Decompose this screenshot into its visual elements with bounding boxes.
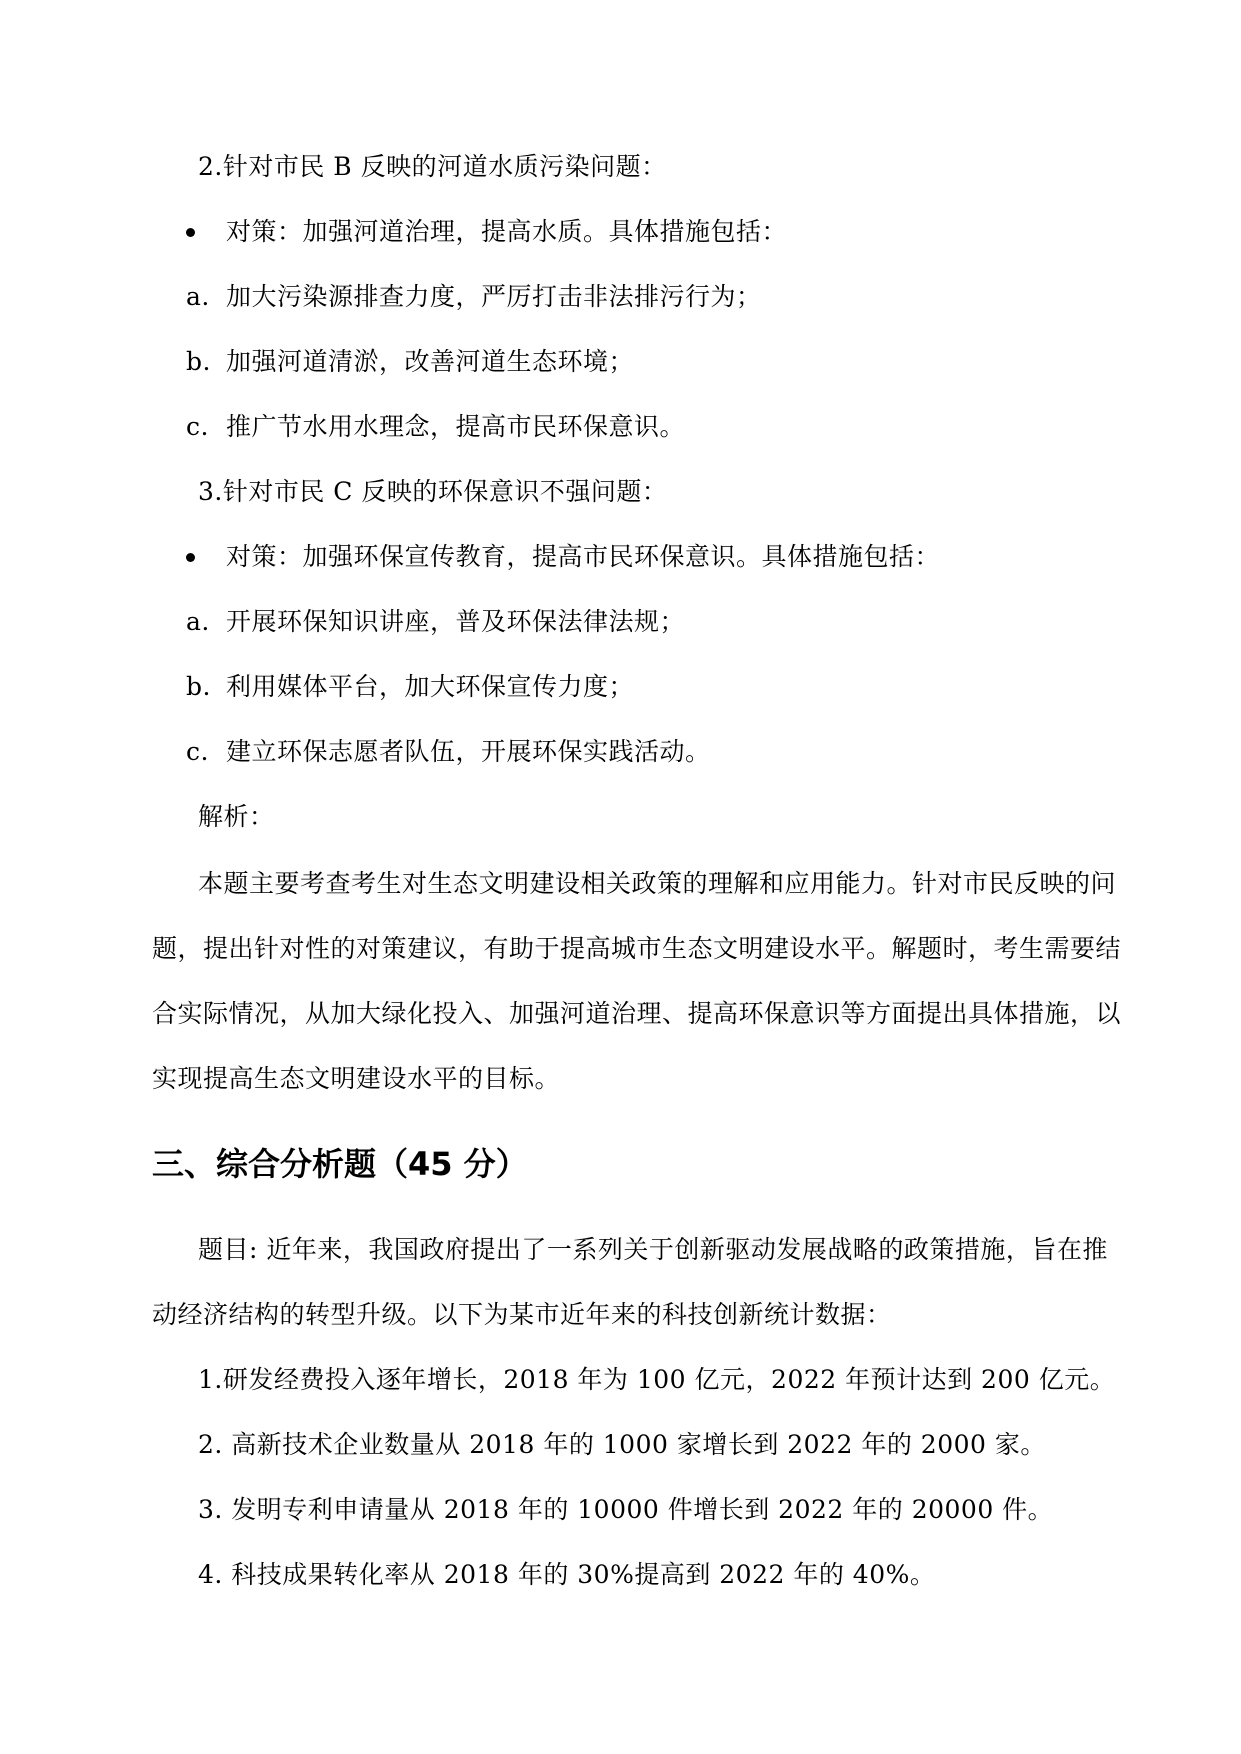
sub-marker: a. [186, 607, 210, 636]
stat-item-3: 3. 发明专利申请量从 2018 年的 10000 件增长到 2022 年的 20000 件。 [198, 1495, 1054, 1524]
analysis-line: 题，提出针对性的对策建议，有助于提高城市生态文明建设水平。解题时，考生需要结 [152, 934, 1122, 963]
item-3-bullet-text: 对策：加强环保宣传教育，提高市民环保意识。具体措施包括： [226, 542, 941, 571]
item-2-bullet [186, 216, 1086, 248]
sub-text: 利用媒体平台，加大环保宣传力度； [226, 672, 635, 701]
item-3-sub-c [186, 736, 1086, 768]
item-3-sub-a [186, 606, 1086, 638]
sub-text: 加强河道清淤，改善河道生态环境； [226, 347, 635, 376]
stat-item-4: 4. 科技成果转化率从 2018 年的 30%提高到 2022 年的 40%。 [198, 1560, 936, 1589]
item-3-bullet [186, 541, 1086, 573]
analysis-line: 本题主要考查考生对生态文明建设相关政策的理解和应用能力。针对市民反映的问 [198, 869, 1117, 898]
sub-marker: c. [186, 737, 209, 766]
bullet-icon [186, 553, 195, 562]
analysis-label: 解析： [198, 802, 275, 831]
item-2-sub-a [186, 281, 1086, 313]
sub-marker: a. [186, 282, 210, 311]
stat-item-2: 2. 高新技术企业数量从 2018 年的 1000 家增长到 2022 年的 2000 家。 [198, 1430, 1046, 1459]
question-line: 题目: 近年来，我国政府提出了一系列关于创新驱动发展战略的政策措施，旨在推 [198, 1235, 1108, 1264]
sub-marker: b. [186, 672, 211, 701]
question-line: 动经济结构的转型升级。以下为某市近年来的科技创新统计数据： [152, 1300, 892, 1329]
sub-text: 开展环保知识讲座，普及环保法律法规； [226, 607, 686, 636]
stat-item-1: 1.研发经费投入逐年增长，2018 年为 100 亿元，2022 年预计达到 200 亿元。 [198, 1365, 1116, 1394]
item-2-bullet-text: 对策：加强河道治理，提高水质。具体措施包括： [226, 217, 788, 246]
item-3-title: 3.针对市民 C 反映的环保意识不强问题： [198, 477, 668, 506]
item-2-sub-c [186, 411, 1086, 443]
sub-text: 推广节水用水理念，提高市民环保意识。 [226, 412, 686, 441]
bullet-icon [186, 228, 195, 237]
item-2-sub-b [186, 346, 1086, 378]
sub-text: 加大污染源排查力度，严厉打击非法排污行为； [226, 282, 762, 311]
section-heading: 三、综合分析题（45 分） [152, 1145, 528, 1183]
sub-text: 建立环保志愿者队伍，开展环保实践活动。 [226, 737, 711, 766]
sub-marker: c. [186, 412, 209, 441]
sub-marker: b. [186, 347, 211, 376]
item-3-sub-b [186, 671, 1086, 703]
analysis-line: 合实际情况，从加大绿化投入、加强河道治理、提高环保意识等方面提出具体措施，以 [152, 999, 1122, 1028]
item-2-title: 2.针对市民 B 反映的河道水质污染问题： [198, 152, 667, 181]
analysis-line: 实现提高生态文明建设水平的目标。 [152, 1064, 561, 1093]
